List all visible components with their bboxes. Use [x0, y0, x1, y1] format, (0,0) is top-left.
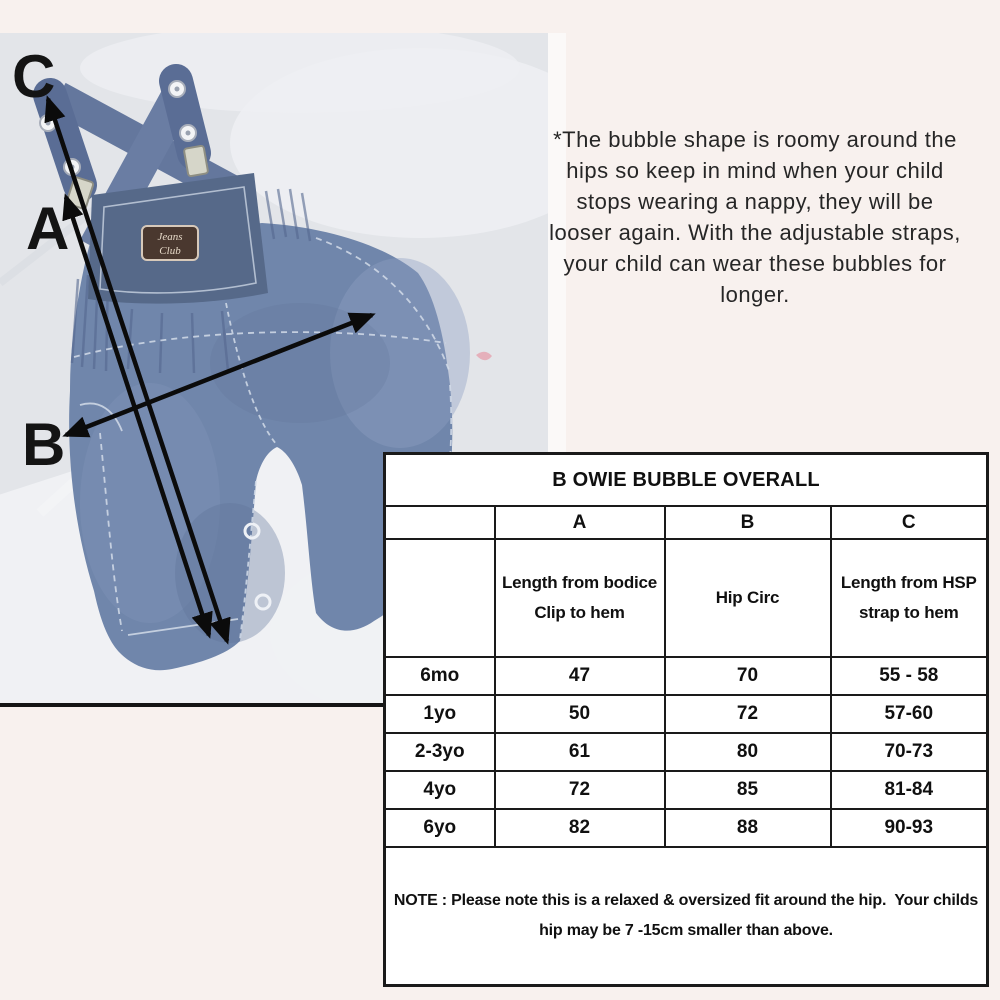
value-a: 50 — [495, 695, 665, 733]
corner-cell — [385, 506, 495, 539]
value-b: 70 — [665, 657, 831, 695]
value-b: 80 — [665, 733, 831, 771]
col-desc-c-line1: Length from HSP — [840, 573, 977, 592]
col-header-b: B — [665, 506, 831, 539]
size-cell: 2-3yo — [385, 733, 495, 771]
size-cell: 6mo — [385, 657, 495, 695]
leg-shadow — [175, 503, 285, 643]
value-a: 47 — [495, 657, 665, 695]
value-b: 88 — [665, 809, 831, 847]
waist-shadow — [210, 303, 390, 423]
table-row — [385, 809, 988, 847]
corner-cell — [385, 539, 495, 657]
value-c: 81-84 — [831, 771, 988, 809]
value-c: 57-60 — [831, 695, 988, 733]
measurement-label-c: C — [12, 43, 56, 110]
table-title: B OWIE BUBBLE OVERALL — [385, 454, 988, 507]
brand-patch-text-line2: Club — [159, 245, 181, 257]
fit-description-line: your child can wear these bubbles for — [563, 251, 947, 276]
note-text: NOTE : Please note this is a relaxed & oversized fit around the hip. Your childs hip may be 7 -15cm smaller than above. — [385, 847, 988, 986]
value-c: 55 - 58 — [831, 657, 988, 695]
col-desc-a-line1: Length from bodice — [501, 573, 658, 592]
fit-description-line: longer. — [720, 282, 790, 307]
fit-description-line: hips so keep in mind when your child — [566, 158, 944, 183]
fit-description — [505, 124, 1000, 310]
value-b: 72 — [665, 695, 831, 733]
measurement-label-b: B — [22, 411, 66, 478]
col-desc-b: Hip Circ — [665, 539, 831, 657]
col-desc-a — [495, 539, 665, 657]
col-desc-a-line2: Clip to hem — [534, 603, 625, 622]
value-c: 90-93 — [831, 809, 988, 847]
col-desc-c — [831, 539, 988, 657]
fit-description-line: looser again. With the adjustable straps, — [549, 220, 961, 245]
table-header-row — [385, 506, 988, 539]
table-row — [385, 733, 988, 771]
brand-patch-text-line1: Jeans — [157, 231, 183, 243]
size-table — [383, 452, 989, 987]
size-cell: 1yo — [385, 695, 495, 733]
fit-description-line: stops wearing a nappy, they will be — [576, 189, 934, 214]
measurement-label-a: A — [26, 195, 70, 262]
col-header-a: A — [495, 506, 665, 539]
value-a: 82 — [495, 809, 665, 847]
value-a: 61 — [495, 733, 665, 771]
fit-description-line: *The bubble shape is roomy around the — [553, 127, 957, 152]
table-row — [385, 657, 988, 695]
table-row — [385, 771, 988, 809]
table-title-row — [385, 454, 988, 507]
size-cell: 4yo — [385, 771, 495, 809]
value-b: 85 — [665, 771, 831, 809]
col-header-c: C — [831, 506, 988, 539]
table-row — [385, 695, 988, 733]
table-note-row — [385, 847, 988, 986]
value-a: 72 — [495, 771, 665, 809]
table-description-row — [385, 539, 988, 657]
size-cell: 6yo — [385, 809, 495, 847]
col-desc-c-line2: strap to hem — [858, 603, 959, 622]
value-c: 70-73 — [831, 733, 988, 771]
